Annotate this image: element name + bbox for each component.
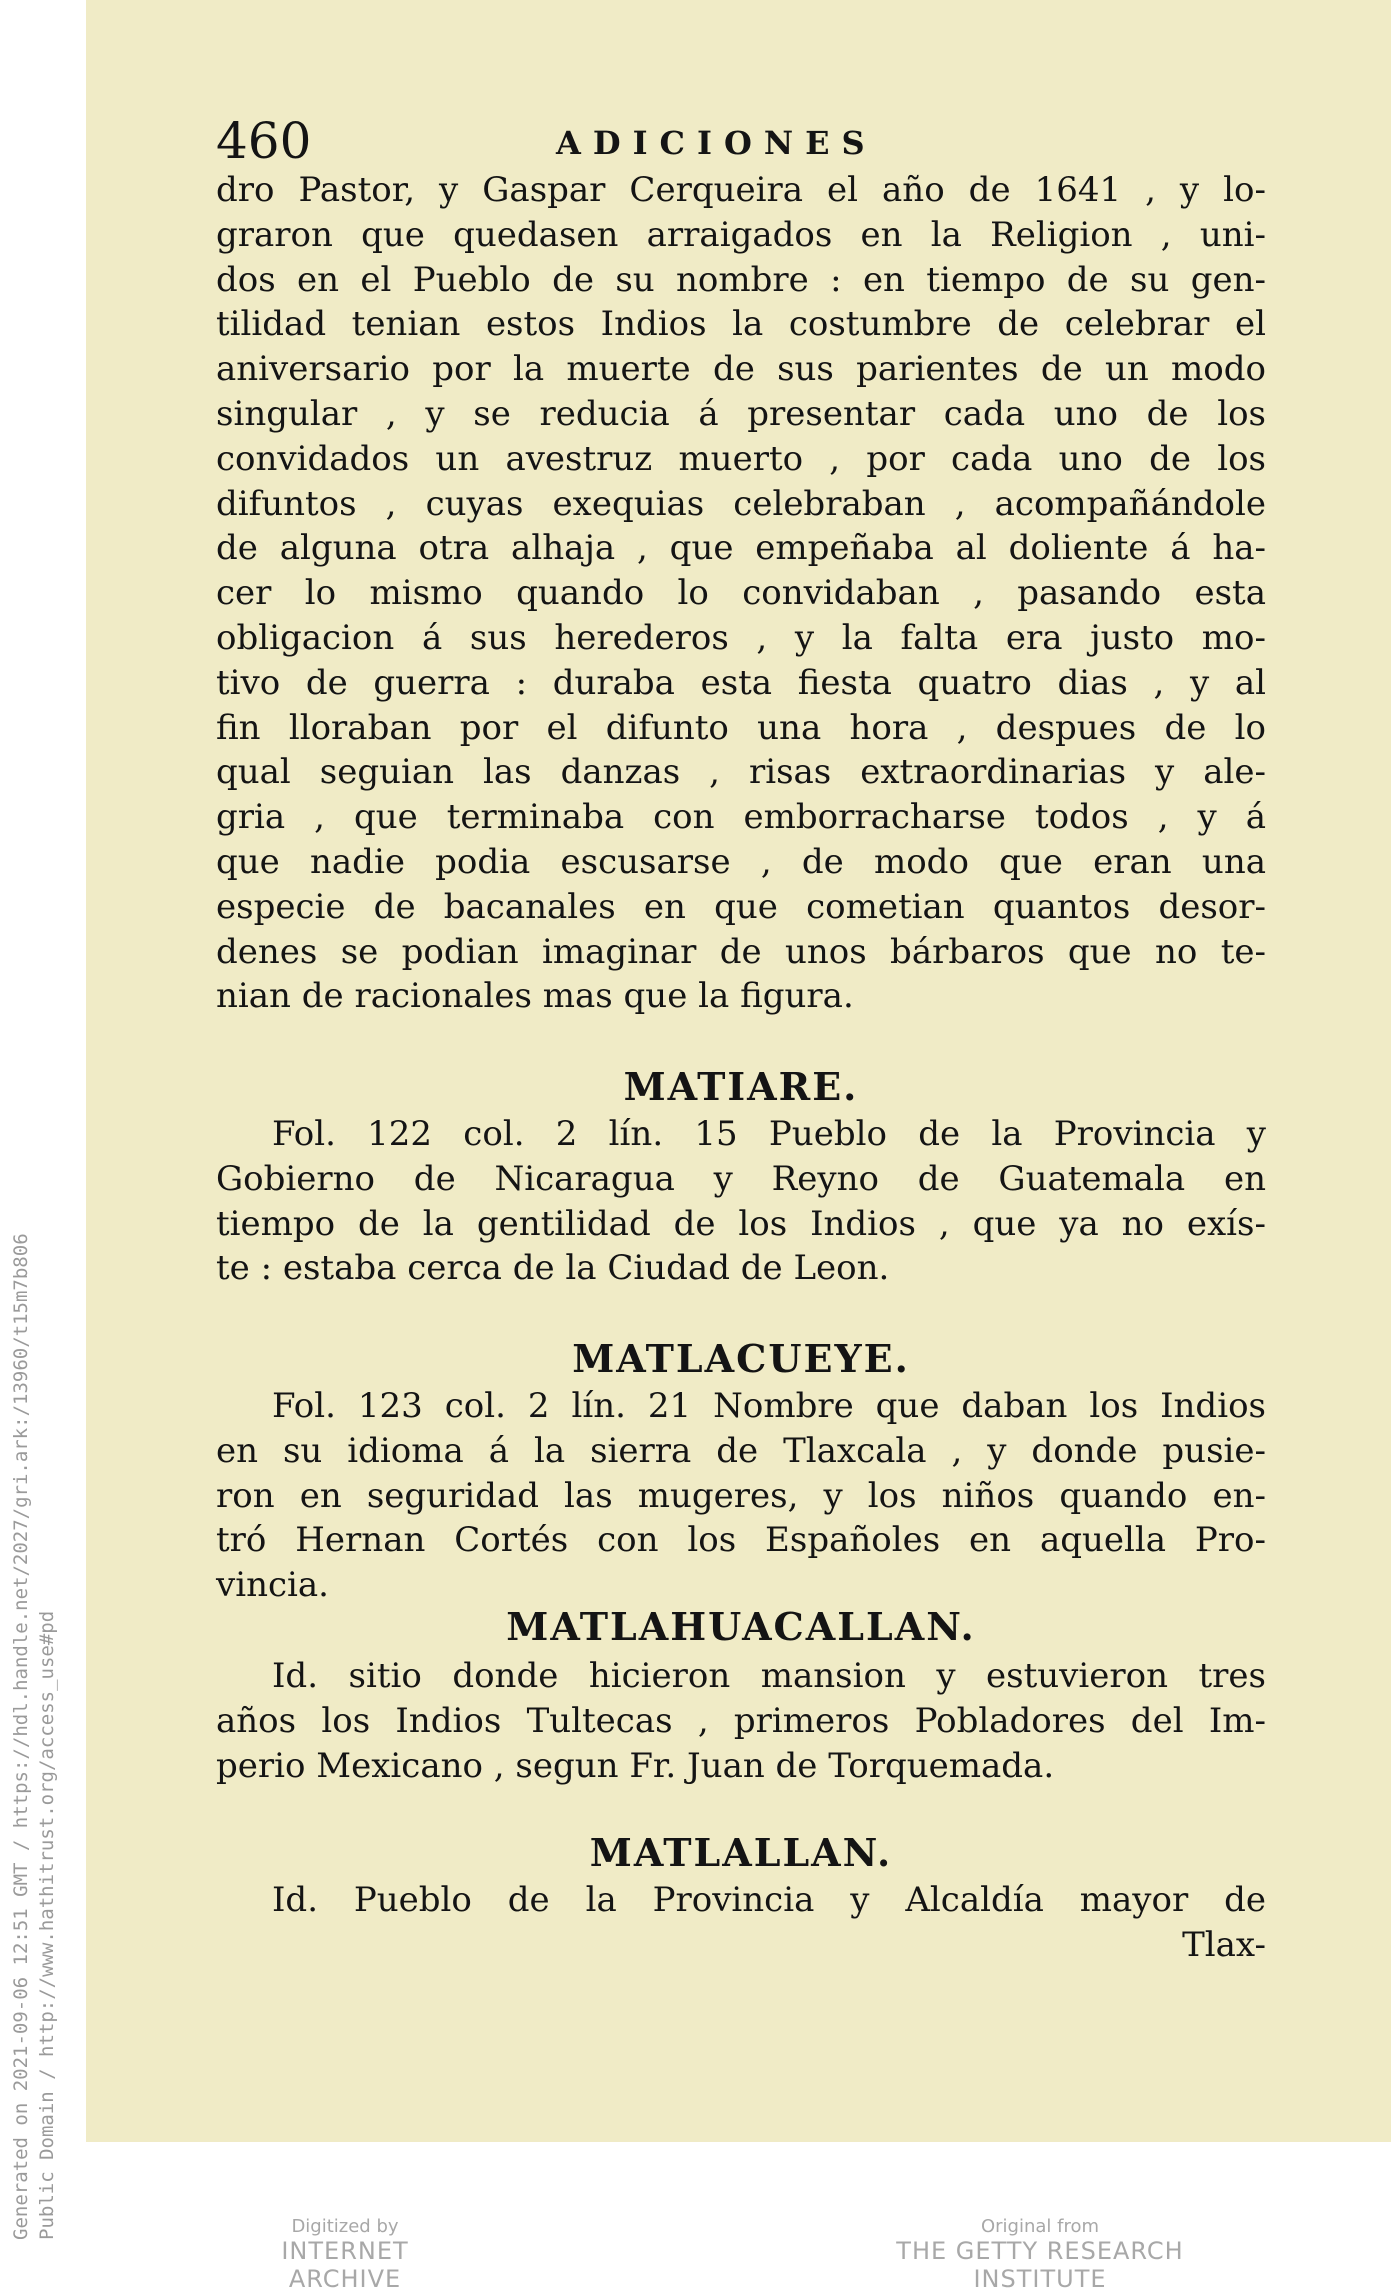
text-line: convidados un avestruz muerto , por cada uno de los xyxy=(216,438,1266,479)
text-line: dro Pastor, y Gaspar Cerqueira el año de 1641 , y lo- xyxy=(216,170,1266,210)
credit-name: INTERNET ARCHIVE xyxy=(281,2237,409,2293)
text-line: graron que quedasen arraigados en la Religion , uni- xyxy=(216,214,1266,255)
entry-body-matlallan xyxy=(216,1878,1266,1968)
text-line: dos en el Pueblo de su nombre : en tiempo de su gen- xyxy=(216,259,1266,300)
text-line: fin lloraban por el difunto una hora , despues de lo xyxy=(216,707,1266,748)
text-line: cer lo mismo quando lo convidaban , pasando esta xyxy=(216,573,1266,614)
text-line: obligacion á sus herederos , y la falta era justo mo- xyxy=(216,617,1266,658)
page-header xyxy=(216,112,1266,172)
entry-heading-matlallan: MATLALLAN. xyxy=(589,1830,893,1875)
text-line: años los Indios Tultecas , primeros Pobladores del Im- xyxy=(216,1700,1266,1741)
digitized-by-credit xyxy=(230,2216,460,2293)
entry-body-matlahuacallan xyxy=(216,1654,1266,1788)
page-number: 460 xyxy=(216,112,312,170)
text-line: Fol. 122 col. 2 lín. 15 Pueblo de la Provincia y xyxy=(272,1114,1266,1154)
credit-label: Digitized by xyxy=(291,2216,399,2237)
entry-heading-matlacueye: MATLACUEYE. xyxy=(572,1336,910,1381)
entry-body-matlacueye xyxy=(216,1384,1266,1608)
text-line: Fol. 123 col. 2 lín. 21 Nombre que daban los Indios xyxy=(272,1386,1266,1426)
hathitrust-stamp xyxy=(8,0,60,2240)
text-line: en su idioma á la sierra de Tlaxcala , y donde pusie- xyxy=(216,1430,1266,1471)
entry-heading-matlahuacallan: MATLAHUACALLAN. xyxy=(506,1604,976,1649)
stamp-line: Public Domain / http://www.hathitrust.org/access_use#pd xyxy=(36,1610,58,2240)
text-line: ron en seguridad las mugeres, y los niños quando en- xyxy=(216,1475,1266,1516)
text-line: Id. Pueblo de la Provincia y Alcaldía mayor de xyxy=(272,1880,1266,1920)
text-line: aniversario por la muerte de sus parientes de un modo xyxy=(216,349,1266,390)
text-line: te : estaba cerca de la Ciudad de Leon. xyxy=(216,1248,890,1289)
text-line: tivo de guerra : duraba esta fiesta quatro dias , y al xyxy=(216,662,1266,703)
text-line: Id. sitio donde hicieron mansion y estuvieron tres xyxy=(272,1656,1266,1696)
running-head: ADICIONES xyxy=(556,124,877,162)
text-line: denes se podian imaginar de unos bárbaros que no te- xyxy=(216,931,1266,972)
text-line: perio Mexicano , segun Fr. Juan de Torquemada. xyxy=(216,1745,1055,1786)
text-line: tiempo de la gentilidad de los Indios , que ya no exís- xyxy=(216,1203,1266,1244)
intro-paragraph xyxy=(216,168,1266,1019)
text-line: vincia. xyxy=(216,1565,329,1606)
text-line: tró Hernan Cortés con los Españoles en aquella Pro- xyxy=(216,1520,1266,1561)
text-line: gria , que terminaba con emborracharse todos , y á xyxy=(216,797,1266,838)
credit-label: Original from xyxy=(980,2216,1100,2237)
text-line: tilidad tenian estos Indios la costumbre de celebrar el xyxy=(216,304,1266,345)
original-from-credit xyxy=(850,2216,1230,2293)
text-line: singular , y se reducia á presentar cada uno de los xyxy=(216,393,1266,434)
text-line: especie de bacanales en que cometian quantos desor- xyxy=(216,886,1266,927)
entry-body-matiare xyxy=(216,1112,1266,1291)
text-line: difuntos , cuyas exequias celebraban , acompañándole xyxy=(216,483,1266,524)
credit-name: THE GETTY RESEARCH INSTITUTE xyxy=(896,2237,1184,2293)
text-line: que nadie podia escusarse , de modo que eran una xyxy=(216,841,1266,882)
entry-heading-matiare: MATIARE. xyxy=(623,1064,859,1109)
catchword: Tlax- xyxy=(1182,1924,1266,1965)
text-line: qual seguian las danzas , risas extraordinarias y ale- xyxy=(216,752,1266,793)
text-line: de alguna otra alhaja , que empeñaba al doliente á ha- xyxy=(216,528,1266,569)
text-line: nian de racionales mas que la figura. xyxy=(216,976,854,1017)
text-line: Gobierno de Nicaragua y Reyno de Guatemala en xyxy=(216,1158,1266,1199)
stamp-line: Generated on 2021-09-06 12:51 GMT / https://hdl.handle.net/2027/gri.ark:/13960/t15m7b806 xyxy=(10,1233,32,2240)
